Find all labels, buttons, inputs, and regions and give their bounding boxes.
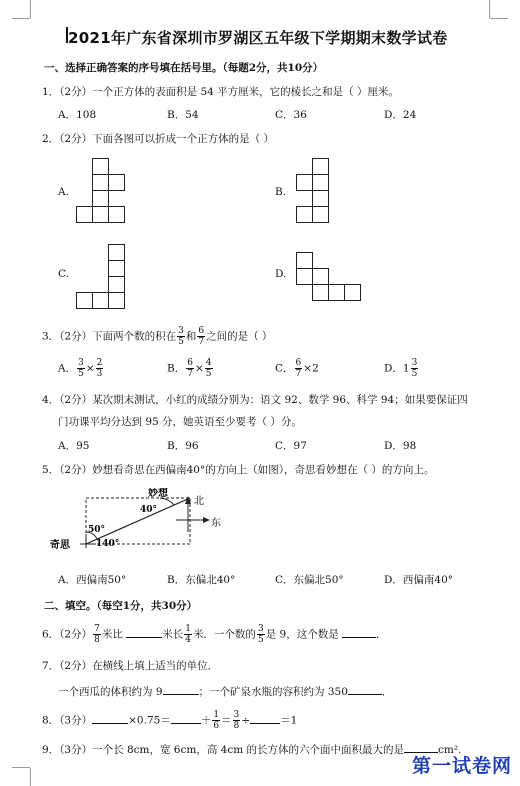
- answer-blank[interactable]: [171, 713, 201, 724]
- option-d[interactable]: D．1 $\frac{3}{5}$: [384, 358, 418, 379]
- question-number: 4．: [42, 394, 60, 406]
- option-c[interactable]: C． $\frac{6}{7}$ ×2: [275, 358, 319, 379]
- answer-blank[interactable]: [163, 684, 199, 695]
- option-d[interactable]: D．98: [384, 440, 417, 452]
- question-text: 之间的是（ ）: [206, 330, 273, 343]
- question-text: （2分）妙想看奇思在西偏南40°的方向上（如图），奇思看妙想在（ ）的方向上。: [59, 464, 435, 476]
- answer-blank[interactable]: [92, 713, 128, 724]
- fraction: $\frac{3}{5}$: [178, 326, 184, 347]
- question-number: 7．: [42, 660, 60, 672]
- corner-mark: [490, 18, 508, 19]
- option-a[interactable]: A．108: [58, 109, 97, 121]
- question-text: 和: [185, 330, 197, 343]
- question-6: 6．（2分） $\frac{7}{8}$ 米比 米长 $\frac{1}{4}$ 米．一个数的 $\frac{3}{5}$ 是 9，这个数是 ．: [42, 624, 387, 645]
- question-3: [42, 326, 272, 347]
- option-a[interactable]: A．西偏南50°: [58, 574, 127, 586]
- angle-40: 40°: [140, 505, 158, 515]
- section-heading-1: 一、选择正确答案的序号填在括号里。（每题2分，共10分）: [44, 62, 324, 74]
- corner-mark: [30, 768, 31, 786]
- question-number: 2．: [42, 133, 60, 145]
- question-number: 1．: [42, 86, 60, 98]
- question-text: 门功课平均分达到 95 分，她英语至少要考（ ）分。: [58, 416, 302, 428]
- question-2: [42, 131, 274, 146]
- answer-blank[interactable]: [342, 627, 376, 638]
- question-4: [42, 392, 468, 407]
- option-b[interactable]: B． $\frac{6}{7}$ × $\frac{4}{5}$: [167, 358, 212, 379]
- question-5: [42, 462, 434, 477]
- question-1: [42, 84, 399, 99]
- option-b[interactable]: B．96: [167, 440, 199, 452]
- corner-mark: [30, 0, 31, 18]
- corner-mark: [489, 0, 490, 18]
- option-a[interactable]: A.: [58, 186, 69, 198]
- page-title: 2021年广东省深圳市罗湖区五年级下学期期末数学试卷: [68, 29, 448, 47]
- question-text: （2分）在横线上填上适当的单位．: [59, 660, 219, 672]
- corner-mark: [12, 18, 30, 19]
- question-text: （2分）下面各图可以折成一个正方体的是（ ）: [59, 133, 274, 145]
- option-d[interactable]: D．西偏南40°: [384, 574, 454, 586]
- option-b[interactable]: B.: [275, 186, 287, 198]
- angle-140: 140°: [96, 539, 120, 549]
- angle-50: 50°: [88, 525, 106, 535]
- option-c[interactable]: C．东偏北50°: [275, 574, 344, 586]
- question-7: [42, 658, 218, 673]
- label-east: 东: [211, 518, 221, 529]
- option-c[interactable]: C．36: [275, 109, 307, 121]
- option-d[interactable]: D．24: [384, 109, 417, 121]
- question-number: 8．: [42, 714, 60, 727]
- label-north: 北: [194, 496, 204, 507]
- question-text: （2分）一个正方体的表面积是 54 平方厘米，它的棱长之和是（ ）厘米。: [59, 86, 399, 98]
- option-d[interactable]: D.: [275, 268, 287, 280]
- answer-blank[interactable]: [250, 713, 280, 724]
- question-8: 8．（3分） ×0.75＝ ＋ $\frac{1}{6}$ ＝ $\frac{3}{8}$ ÷ ＝1: [42, 710, 298, 731]
- question-number: 5．: [42, 464, 60, 476]
- label-qisi: 奇思: [50, 540, 70, 551]
- question-9: 9．（3分）一个长 8cm，宽 6cm，高 4cm 的长方体的六个面中面积最大的是 cm².: [42, 744, 462, 756]
- question-number: 3．: [42, 330, 60, 343]
- compass-icon: [174, 492, 224, 542]
- answer-blank[interactable]: [126, 627, 162, 638]
- label-miaoxiang: 妙想: [148, 488, 168, 499]
- question-text: （2分）某次期末测试，小红的成绩分别为：语文 92、数学 96、科学 94；如果要保证四: [59, 394, 468, 406]
- corner-mark: [12, 767, 30, 768]
- option-c[interactable]: C．97: [275, 440, 307, 452]
- question-number: 9．: [42, 744, 60, 756]
- fraction: $\frac{6}{7}$: [198, 326, 205, 347]
- site-logo: 第一试卷网: [411, 755, 512, 777]
- option-b[interactable]: B．东偏北40°: [167, 574, 236, 586]
- question-number: 6．: [42, 628, 60, 641]
- option-c[interactable]: C.: [58, 268, 69, 280]
- option-b[interactable]: B．54: [167, 109, 199, 121]
- section-heading-2: 二、填空。（每空1分，共30分）: [44, 600, 198, 612]
- answer-blank[interactable]: [348, 684, 382, 695]
- option-a[interactable]: A．95: [58, 440, 90, 452]
- question-text: （3分）一个长 8cm，宽 6cm，高 4cm 的长方体的六个面中面积最大的是: [59, 744, 405, 756]
- option-a[interactable]: A． $\frac{3}{5}$ × $\frac{2}{3}$: [58, 358, 103, 379]
- question-7-line: 一个西瓜的体积约为 9 ；一个矿泉水瓶的容积约为 350 ．: [58, 686, 393, 698]
- question-text: （2分）下面两个数的积在: [59, 330, 177, 343]
